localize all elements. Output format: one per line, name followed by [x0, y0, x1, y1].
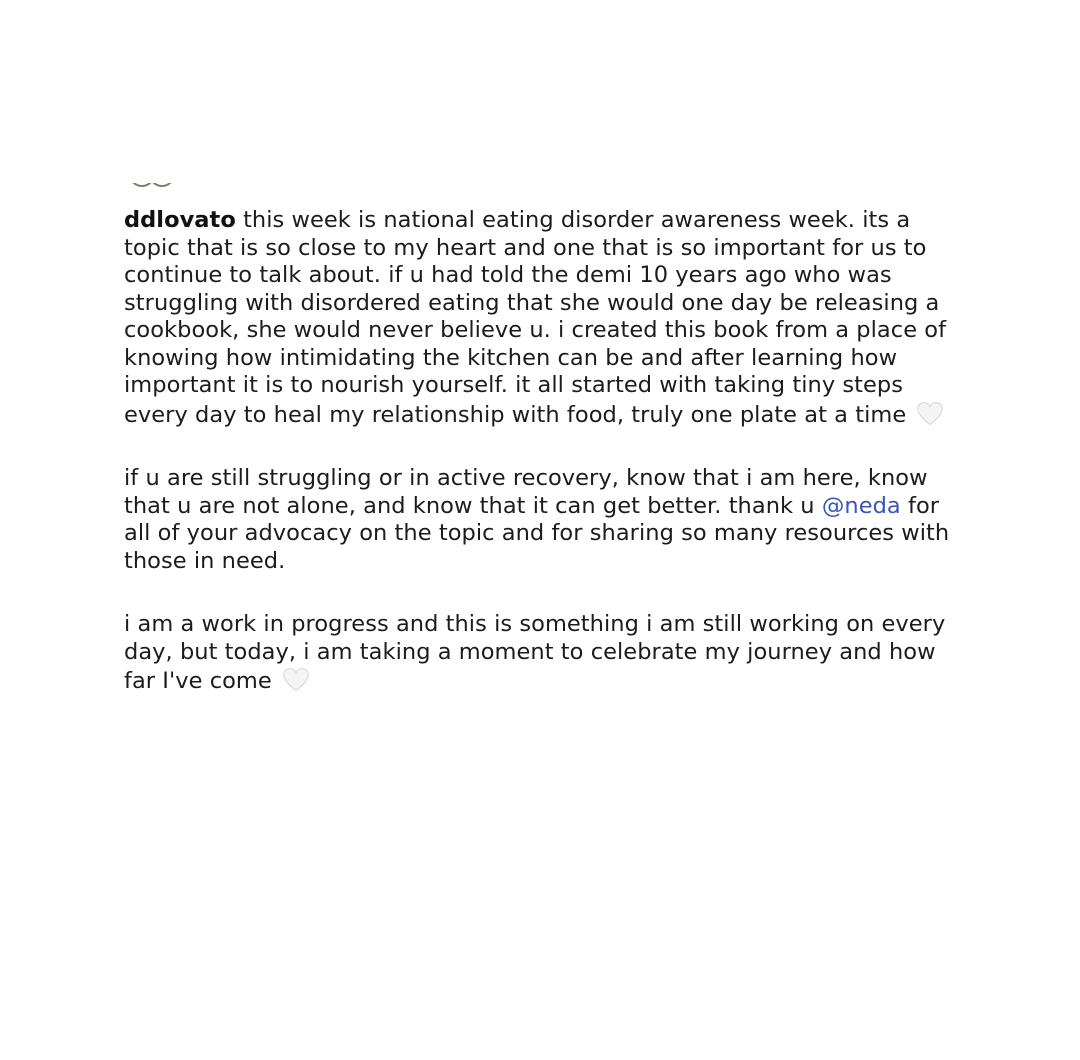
caption-text-1: this week is national eating disorder awareness week. its a topic that is so close to my heart and one that is so important for us to continue to talk about. if u had told the demi 10 years ago who was struggling with disordered eating that she would one day be releasing a cookbook, she would never believe u. i created this book from a place of knowing how intimidating the kitchen can be and after learning how important it is to nourish yourself. it all started with taking tiny steps every day to heal my relationship with food, truly one plate at a time: [124, 207, 947, 428]
white-heart-icon: [916, 400, 944, 428]
caption-paragraph-2: [124, 465, 954, 575]
caption-text-3: i am a work in progress and this is something i am still working on every day, but today, i am taking a moment to celebrate my journey and how far I've come: [124, 611, 946, 694]
caption-text-2a: if u are still struggling or in active recovery, know that i am here, know that u are not alone, and know that it can get better. thank u: [124, 465, 928, 519]
caption-text-2b: for all of your advocacy on the topic and for sharing so many resources with those in need.: [124, 492, 950, 574]
caption-paragraph-1: [124, 207, 954, 429]
username-link[interactable]: ddlovato: [124, 207, 236, 233]
avatar[interactable]: [129, 183, 175, 193]
white-heart-icon: [282, 666, 310, 694]
mention-link-neda[interactable]: @neda: [821, 492, 901, 519]
post-caption: [124, 207, 954, 732]
caption-paragraph-3: [124, 611, 954, 696]
